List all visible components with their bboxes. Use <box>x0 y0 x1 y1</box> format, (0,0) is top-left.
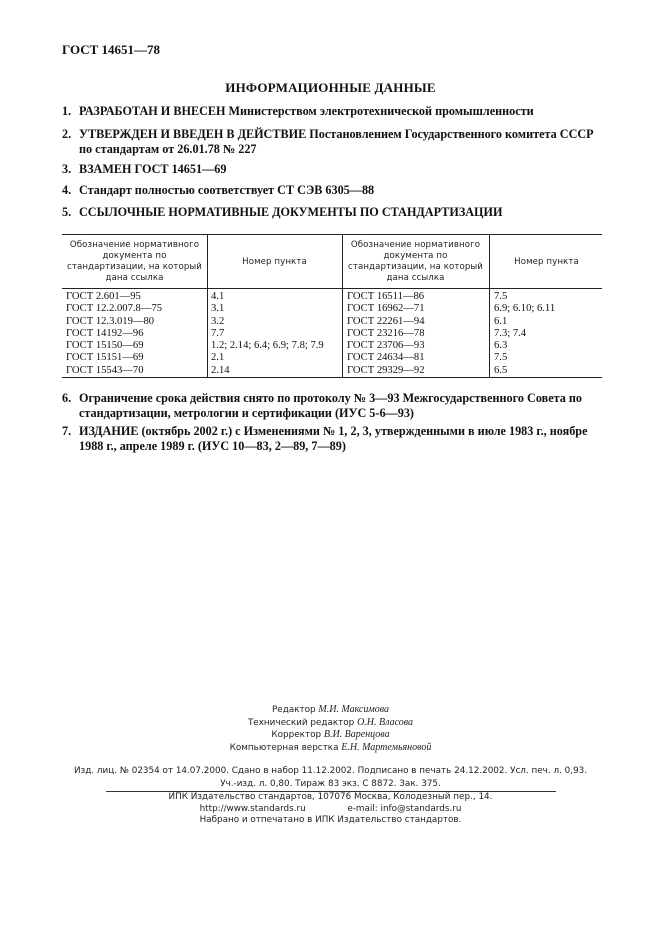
table-cell: 2.1 <box>211 352 225 364</box>
table-cell: 6.5 <box>494 364 508 376</box>
item-text: ИЗДАНИЕ (октябрь 2002 г.) с Изменениями № 1, 2, 3, утвержденными в июле 1983 г., ноябре 1988 г., апреле 1989 г. (ИУС 10—83, 2—89, 7—89) <box>79 424 588 453</box>
column-divider <box>207 234 208 378</box>
table-cell: ГОСТ 2.601—95 <box>66 291 141 302</box>
table-cell: 7.3; 7.4 <box>494 327 527 339</box>
info-item-3 <box>62 162 602 177</box>
table-cell: ГОСТ 24634—81 <box>347 352 425 364</box>
table-cell: ГОСТ 23706—93 <box>347 340 425 352</box>
item-number: 5. <box>62 205 72 219</box>
table-header-cell: Номер пункта <box>242 256 307 267</box>
item-text: ССЫЛОЧНЫЕ НОРМАТИВНЫЕ ДОКУМЕНТЫ ПО СТАНДАРТИЗАЦИИ <box>79 205 503 219</box>
left-docs-column <box>66 291 162 377</box>
credit-tech-editor: Технический редактор О.Н. Власова <box>247 716 414 728</box>
table-cell: ГОСТ 12.3.019—80 <box>66 315 155 327</box>
table-cell: ГОСТ 12.2.007.8—75 <box>66 303 163 315</box>
print-info-line: Изд. лиц. № 02354 от 14.07.2000. Сдано в набор 11.12.2002. Подписано в печать 24.12.2002. Усл. печ. л. 0,93. <box>73 766 588 776</box>
item-text: РАЗРАБОТАН И ВНЕСЕН Министерством электротехнической промышленности <box>79 104 534 118</box>
table-cell: ГОСТ 15150—69 <box>66 340 144 352</box>
right-points-column <box>494 291 555 377</box>
print-info <box>0 765 661 790</box>
item-number: 2. <box>62 127 72 141</box>
publisher-contacts <box>0 804 661 816</box>
table-top-rule <box>62 234 602 235</box>
table-cell: ГОСТ 29329—92 <box>347 364 425 376</box>
table-cell: 7.5 <box>494 352 508 364</box>
publisher-email[interactable]: e-mail: info@standards.ru <box>347 803 462 814</box>
table-header-cell: Номер пункта <box>514 256 579 267</box>
table-cell: 7.7 <box>211 327 225 339</box>
table-header-rule <box>62 288 602 289</box>
publisher-block <box>0 792 661 827</box>
table-cell: 6.9; 6.10; 6.11 <box>494 303 556 315</box>
reference-table <box>62 234 602 378</box>
info-item-7 <box>62 424 602 454</box>
credit-editor: Редактор М.И. Максимова <box>271 704 390 715</box>
info-item-1 <box>62 104 602 119</box>
info-item-5 <box>62 205 602 220</box>
item-text: ВЗАМЕН ГОСТ 14651—69 <box>79 162 227 176</box>
table-cell: 2.14 <box>211 364 230 376</box>
credit-layout: Компьютерная верстка Е.Н. Мартемьяновой <box>229 741 432 753</box>
left-points-column <box>211 291 324 377</box>
table-cell: 7.5 <box>494 291 508 302</box>
table-cell: 6.1 <box>494 315 508 327</box>
table-cell: 1.2; 2.14; 6.4; 6.9; 7.8; 7.9 <box>211 340 324 352</box>
table-cell: ГОСТ 22261—94 <box>347 315 425 327</box>
info-item-2 <box>62 127 602 157</box>
publisher-address: ИПК Издательство стандартов, 107076 Москва, Колодезный пер., 14. <box>168 792 493 802</box>
item-text: Ограничение срока действия снято по протоколу № 3—93 Межгосударственного Совета по стандартизации, метрологии и сертификации (ИУС 5-6—93) <box>79 391 582 420</box>
column-divider <box>489 234 490 378</box>
table-cell: ГОСТ 15543—70 <box>66 364 144 376</box>
table-cell: 4.1 <box>211 291 225 302</box>
credits-block <box>0 704 661 754</box>
item-text: УТВЕРЖДЕН И ВВЕДЕН В ДЕЙСТВИЕ Постановлением Государственного комитета СССР по стандартам от 26.01.78 № 227 <box>79 127 594 156</box>
table-cell: 6.3 <box>494 340 508 352</box>
table-header-cell: Обозначение нормативного документа по стандартизации, на который дана ссылка <box>348 240 483 283</box>
right-docs-column <box>347 291 425 377</box>
publisher-note: Набрано и отпечатано в ИПК Издательство стандартов. <box>199 815 462 825</box>
info-item-4 <box>62 183 602 198</box>
item-number: 7. <box>62 424 72 438</box>
table-cell: 3.1 <box>211 303 225 315</box>
publisher-website[interactable]: http://www.standards.ru <box>199 803 306 814</box>
info-item-6 <box>62 391 602 421</box>
table-cell: ГОСТ 16511—86 <box>347 291 425 302</box>
table-cell: 3.2 <box>211 315 225 327</box>
table-header-cell: Обозначение нормативного документа по стандартизации, на который дана ссылка <box>67 240 202 283</box>
table-cell: ГОСТ 15151—69 <box>66 352 144 364</box>
item-number: 4. <box>62 183 72 197</box>
table-bottom-rule <box>62 377 602 378</box>
item-number: 1. <box>62 104 72 118</box>
item-text: Стандарт полностью соответствует СТ СЭВ 6305—88 <box>79 183 375 197</box>
section-title: ИНФОРМАЦИОННЫЕ ДАННЫЕ <box>225 80 436 95</box>
table-cell: ГОСТ 23216—78 <box>347 327 425 339</box>
document-id: ГОСТ 14651—78 <box>62 42 161 57</box>
column-divider <box>342 234 343 378</box>
table-cell: ГОСТ 16962—71 <box>347 303 425 315</box>
credit-corrector: Корректор В.И. Варенцова <box>271 729 390 740</box>
item-number: 3. <box>62 162 72 176</box>
item-number: 6. <box>62 391 72 405</box>
print-info-line: Уч.-изд. л. 0,80. Тираж 83 экз. С 8872. Зак. 375. <box>220 778 441 789</box>
table-cell: ГОСТ 14192—96 <box>66 327 144 339</box>
